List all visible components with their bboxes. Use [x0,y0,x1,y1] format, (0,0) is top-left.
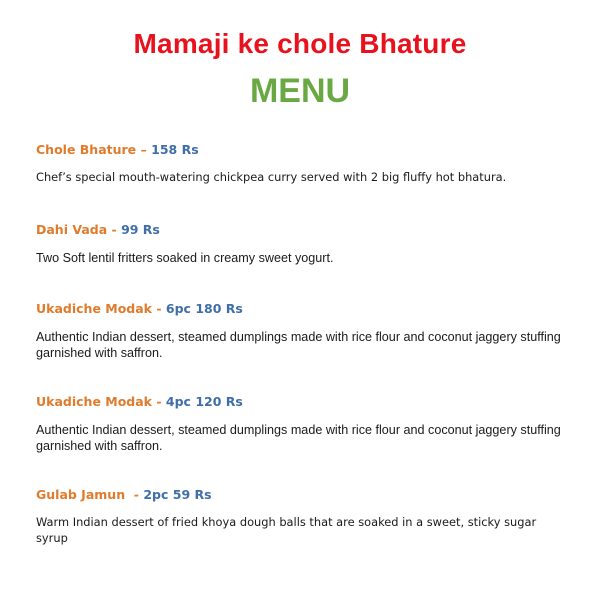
menu-item-description: Chef’s special mouth-watering chickpea curry served with 2 big fluffy hot bhatura. [36,170,507,184]
menu-item-name: Ukadiche Modak [36,394,152,409]
menu-item-price: 6pc 180 Rs [165,301,243,316]
menu-item-header [36,487,566,503]
menu-item-header [36,142,566,158]
menu-item [36,301,566,361]
menu-item [36,142,566,185]
menu-item-description: Two Soft lentil fritters soaked in creamy sweet yogurt. [36,251,334,265]
menu-item-name: Ukadiche Modak [36,301,152,316]
menu-item [36,394,566,454]
menu-item-separator: - [125,487,144,502]
restaurant-title: Mamaji ke chole Bhature [133,28,467,59]
menu-item-header [36,301,566,317]
menu-item [36,487,566,546]
menu-item-name: Gulab Jamun [36,487,126,502]
menu-item-header [36,222,566,238]
menu-item-description: Warm Indian dessert of fried khoya dough balls that are soaked in a sweet, sticky sugar syrup [36,515,537,545]
menu-item-separator: – [136,142,152,157]
menu-item-header [36,394,566,410]
menu-item-description: Authentic Indian dessert, steamed dumplings made with rice flour and coconut jaggery stuffing garnished with saffron. [36,330,561,360]
menu-item-separator: - [107,222,122,237]
menu-item-price: 99 Rs [121,222,160,237]
menu-item-price: 158 Rs [151,142,199,157]
menu-item-name: Chole Bhature [36,142,137,157]
menu-item [36,222,566,266]
menu-item-price: 2pc 59 Rs [143,487,212,502]
menu-item-name: Dahi Vada [36,222,108,237]
menu-item-price: 4pc 120 Rs [165,394,243,409]
menu-heading: MENU [249,72,351,110]
menu-item-separator: - [152,394,166,409]
menu-item-separator: - [152,301,166,316]
menu-item-description: Authentic Indian dessert, steamed dumplings made with rice flour and coconut jaggery stuffing garnished with saffron. [36,423,561,453]
